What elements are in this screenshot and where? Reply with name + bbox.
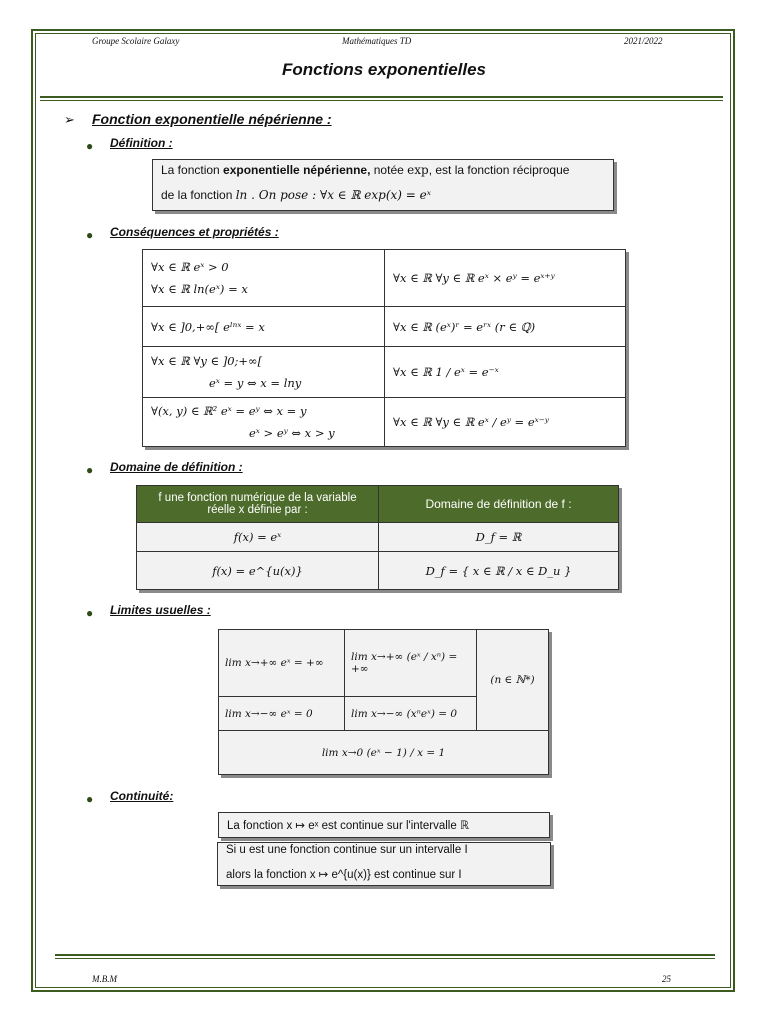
definition-line-2 — [161, 188, 431, 202]
domain-col-header-domain: Domaine de définition de f : — [379, 486, 619, 523]
continuity-heading: Continuité: — [110, 789, 174, 803]
domain-col-header-function: f une fonction numérique de la variable réelle x définie par : — [137, 486, 379, 523]
table-row — [137, 523, 619, 552]
header-rule-thin — [40, 100, 723, 101]
table-cell — [385, 250, 626, 307]
property-formula: eˣ = y ⇔ x = lny — [209, 376, 302, 390]
definition-text: de la fonction — [161, 188, 236, 202]
header-rule — [40, 96, 723, 98]
header-year: 2021/2022 — [624, 36, 663, 46]
table-cell: (n ∈ ℕ*) — [477, 630, 549, 731]
table-row — [143, 307, 626, 347]
table-header-row — [137, 486, 619, 523]
property-formula: ∀x ∈ ℝ ∀y ∈ ℝ eˣ × eʸ = eˣ⁺ʸ — [393, 271, 555, 285]
table-cell — [143, 250, 385, 307]
properties-table — [142, 249, 626, 447]
property-formula: eˣ > eʸ ⇔ x > y — [249, 426, 335, 440]
table-row — [219, 731, 549, 775]
property-formula: ∀(x, y) ∈ ℝ² eˣ = eʸ ⇔ x = y — [151, 404, 307, 418]
header-school: Groupe Scolaire Galaxy — [92, 36, 180, 46]
table-cell: lim x→0 (eˣ − 1) / x = 1 — [219, 731, 549, 775]
domain-heading: Domaine de définition : — [110, 460, 243, 474]
definition-box — [152, 159, 614, 211]
limits-heading: Limites usuelles : — [110, 603, 211, 617]
table-cell — [385, 347, 626, 398]
section-title: Fonction exponentielle népérienne : — [92, 111, 332, 127]
property-formula: ∀x ∈ ℝ (eˣ)ʳ = eʳˣ (r ∈ ℚ) — [393, 319, 536, 334]
definition-term: exponentielle népérienne, — [223, 163, 371, 177]
ln-symbol: ln — [235, 188, 248, 202]
table-cell: lim x→−∞ (xⁿeˣ) = 0 — [345, 697, 477, 731]
exp-symbol: exp — [407, 163, 429, 177]
property-formula: ∀x ∈ ℝ ln(eˣ) = x — [151, 282, 248, 296]
footer-rule — [55, 954, 715, 956]
limits-table — [218, 629, 549, 775]
footer-author: M.B.M — [92, 974, 117, 984]
bullet-icon: ● — [86, 463, 94, 477]
property-formula: ∀x ∈ ℝ ∀y ∈ ]0;+∞[ — [151, 354, 263, 368]
table-row — [219, 630, 549, 697]
table-row — [137, 552, 619, 590]
footer-rule-thin — [55, 958, 715, 959]
header-subject: Mathématiques TD — [342, 36, 412, 46]
page-title: Fonctions exponentielles — [281, 60, 487, 79]
continuity-text-1: La fonction x ↦ eˣ est continue sur l'intervalle ℝ — [227, 820, 470, 832]
properties-heading: Conséquences et propriétés : — [110, 225, 279, 239]
definition-text: , est la fonction réciproque — [428, 163, 570, 177]
definition-heading: Définition : — [110, 136, 173, 150]
table-row — [143, 250, 626, 307]
continuity-text-2: Si u est une fonction continue sur un intervalle I — [226, 844, 468, 856]
bullet-icon: ● — [86, 139, 94, 153]
domain-table — [136, 485, 619, 590]
definition-text: notée — [370, 163, 408, 177]
section-arrow-icon: ➢ — [64, 112, 75, 127]
property-formula: ∀x ∈ ℝ eˣ > 0 — [151, 260, 229, 274]
table-cell — [143, 398, 385, 447]
table-cell: f(x) = eˣ — [137, 523, 379, 552]
table-cell: f(x) = e^{u(x)} — [137, 552, 379, 590]
table-cell: lim x→+∞ (eˣ / xⁿ) = +∞ — [345, 630, 477, 697]
bullet-icon: ● — [86, 792, 94, 806]
table-cell: D_f = { x ∈ ℝ / x ∈ D_u } — [379, 552, 619, 590]
table-cell: lim x→−∞ eˣ = 0 — [219, 697, 345, 731]
property-formula: ∀x ∈ ]0,+∞[ eˡⁿˣ = x — [151, 319, 265, 334]
table-cell: lim x→+∞ eˣ = +∞ — [219, 630, 345, 697]
table-row — [143, 398, 626, 447]
definition-line-1 — [161, 163, 569, 177]
table-cell — [385, 307, 626, 347]
property-formula: ∀x ∈ ℝ ∀y ∈ ℝ eˣ / eʸ = eˣ⁻ʸ — [393, 415, 549, 429]
table-cell — [143, 347, 385, 398]
table-row — [143, 347, 626, 398]
continuity-text-3: alors la fonction x ↦ e^{u(x)} est continue sur I — [226, 869, 462, 881]
bullet-icon: ● — [86, 228, 94, 242]
continuity-box-2 — [217, 842, 551, 886]
definition-text: La fonction — [161, 163, 224, 177]
table-cell — [385, 398, 626, 447]
bullet-icon: ● — [86, 606, 94, 620]
continuity-box-1 — [218, 812, 550, 838]
definition-formula: . On pose : ∀x ∈ ℝ exp(x) = eˣ — [247, 188, 431, 202]
page-number: 25 — [662, 974, 671, 984]
property-formula: ∀x ∈ ℝ 1 / eˣ = e⁻ˣ — [393, 365, 499, 379]
table-cell — [143, 307, 385, 347]
table-cell: D_f = ℝ — [379, 523, 619, 552]
